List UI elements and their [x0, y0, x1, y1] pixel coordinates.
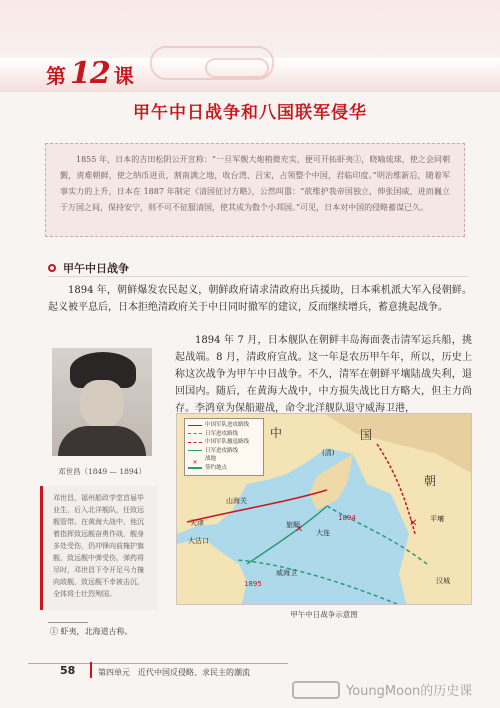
- legend-swatch: [188, 425, 202, 426]
- map-label-year: 1894: [338, 514, 356, 522]
- section-title: 甲午中日战争: [63, 262, 129, 275]
- legend-item: ✕ 战地: [192, 456, 217, 467]
- footer-separator: [90, 662, 92, 678]
- body-paragraph-1: 1894 年，朝鲜爆发农民起义，朝鲜政府请求清政府出兵援助，日本乘机派大军入侵朝鲜。起义被平息后，日本拒绝清政府关于中日同时撤军的建议，反而继续增兵，蓄意挑起战争。: [48, 285, 472, 313]
- page-number: 58: [60, 664, 76, 677]
- lesson-suffix: 课: [113, 64, 134, 88]
- legend-label: 中国军队进攻路线: [205, 422, 250, 428]
- circle-bullet-icon: [48, 264, 56, 272]
- map-label-pingrang: 平壤: [430, 515, 444, 523]
- portrait-coat: [58, 426, 146, 456]
- legend-label: 日军进攻路线: [205, 430, 239, 437]
- legend-item: [188, 447, 260, 456]
- legend-item: [188, 430, 260, 439]
- lesson-number: [46, 56, 134, 90]
- map-label-shanhaiguan: 山海关: [226, 497, 247, 505]
- map-label-year2: 1895: [244, 580, 262, 588]
- intro-box: 1855 年，日本的吉田松阴公开宣称：“一旦军舰大炮稍微充实，便可开拓虾夷①，晓喻琉球，使之会同朝觐，责难朝鲜，使之纳币进贡，割南满之地，收台湾、吕宋，占领整个中国，君临印度。”明治维新后，随着军事实力的上升，日本在 1887 年制定《清国征讨方略》，公然叫嚣：“欲维护我帝国独立，伸张国威，进而巍立于万国之间，保持安宁，则不可不征服清国，使其成为数个小邦国。”可见，日本对中国的侵略蓄谋已久。: [45, 143, 465, 237]
- body-paragraph-2: 1894 年 7 月，日本舰队在朝鲜丰岛海面袭击清军运兵船，挑起战端。8 月，清政府宣战。这一年是农历甲午年，所以，历史上称这次战争为甲午中日战争。不久，清军在朝鲜平壤陆战失利，退回国内。随后，在黄海大战中，中方损失战比日方略大，但主力尚存。李鸿章为保船避战，命令北洋舰队退守威海卫港，: [175, 335, 472, 414]
- legend-swatch: [188, 467, 202, 469]
- battle-marker: ✕: [295, 524, 304, 535]
- lesson-number-value: 12: [70, 56, 110, 91]
- map-label-lushun: 旅顺: [286, 521, 300, 529]
- legend-item: [188, 421, 260, 430]
- map-label-guo: 国: [360, 428, 373, 442]
- portrait-face: [80, 380, 124, 428]
- watermark: [292, 680, 472, 699]
- map-caption: 甲午中日战争示意图: [290, 610, 358, 619]
- cloud-ornament-small: [205, 58, 269, 78]
- map-label-qing: (清): [322, 449, 335, 457]
- map-label-china: 中: [270, 426, 283, 440]
- map-label-dagukou: 大沽口: [188, 537, 209, 545]
- watermark-text: YoungMoon的历史课: [346, 684, 473, 699]
- section-divider: [48, 276, 468, 277]
- lesson-prefix: 第: [46, 64, 66, 88]
- lesson-title: 甲午中日战争和八国联军侵华: [133, 103, 367, 123]
- footnote: ① 虾夷，北海道古称。: [50, 627, 133, 636]
- side-note: 邓世昌，福州船政学堂首届毕业生，后入北洋舰队，任致远舰管带。在黄海大战中，他沉着指挥致远舰奋勇作战，舰身多处受伤，仍冲锋向前掩护旗舰，致远舰中弹受伤，弹药将尽时，邓世昌下令开足马力撞向敌舰，致远舰不幸被击沉，全体将士壮烈殉国。: [40, 486, 158, 610]
- footnote-rule: [48, 622, 88, 623]
- map-label-weihaiwei: 威海卫: [276, 569, 297, 577]
- portrait-caption: 邓世昌（1849 — 1894）: [58, 467, 146, 476]
- portrait-image: [52, 348, 152, 456]
- legend-label: 中国军队撤退路线: [205, 439, 250, 445]
- section-heading: [48, 260, 129, 276]
- legend-swatch: [188, 442, 202, 443]
- map-label-chao: 朝: [424, 474, 437, 488]
- legend-label: 战地: [205, 456, 217, 462]
- map-label-hanch: 汉城: [436, 577, 450, 585]
- legend-swatch: [188, 450, 202, 451]
- map-label-tianjin: 天津: [190, 519, 204, 527]
- watermark-logo-icon: [292, 681, 340, 699]
- legend-item: [188, 438, 260, 447]
- battle-marker-2: ✕: [409, 518, 418, 529]
- legend-label: 签约地点: [205, 464, 228, 471]
- legend-label: 日军进攻路线: [205, 447, 239, 454]
- map-label-dalian: 大连: [316, 529, 330, 537]
- unit-title: 第四单元 近代中国反侵略、求民主的潮流: [98, 668, 250, 677]
- map-legend: [184, 418, 264, 476]
- legend-item: [188, 464, 260, 473]
- legend-swatch: [188, 433, 202, 434]
